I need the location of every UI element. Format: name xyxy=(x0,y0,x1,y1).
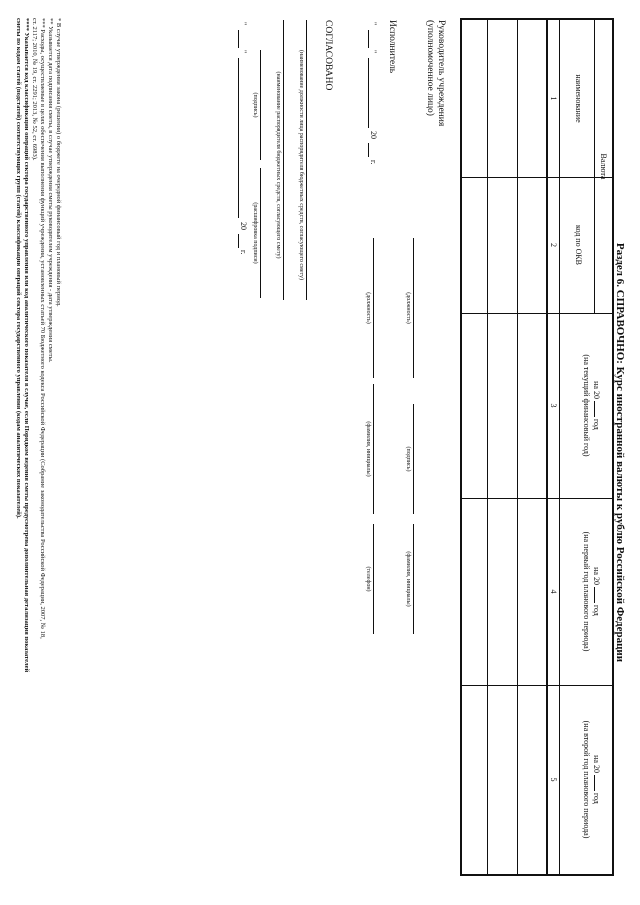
section-title: Раздел 6. СПРАВОЧНО: Курс иностранной валюты к рублю Российской Федерации xyxy=(614,242,626,663)
head-label-sub: (уполномоченное лицо) xyxy=(425,20,435,116)
period-suffix: год xyxy=(592,418,601,430)
col-current-year-header xyxy=(581,313,601,498)
date-month-line[interactable] xyxy=(368,58,369,128)
agreed-org-caption: (наименование распорядителя бюджетных средств, согласующего смету) xyxy=(275,71,281,259)
year-blank xyxy=(594,401,595,417)
footnote-4-cont: сметы по кодам статей (подстатей) соответствующих групп (статей) классификации операций сектора государственного управления (кодам аналитических показателей). xyxy=(15,18,22,519)
agreed-position-caption: (наименование должности лица распорядителя бюджетных средств, согласующего смету) xyxy=(298,49,304,280)
date-close-quote: " xyxy=(369,50,378,54)
agreed-date-year-prefix: 20 xyxy=(239,222,248,230)
agreed-date-year-line[interactable] xyxy=(238,234,239,248)
col-number-4: 4 xyxy=(549,589,558,594)
agreed-date-close-quote: " xyxy=(239,50,248,54)
col-first-plan-year-header xyxy=(581,498,601,685)
agreed-label: СОГЛАСОВАНО xyxy=(323,20,333,91)
row-divider xyxy=(594,20,595,313)
agreed-org-line[interactable] xyxy=(283,20,284,300)
footnote-4: **** Указывается код классификации операций сектора государственного управления или код аналитического показателя в случае, если Порядком ведения сметы предусмотрена дополнительная детализация показателей xyxy=(23,18,30,673)
period-prefix: на 20 xyxy=(592,381,601,399)
col-number-3: 3 xyxy=(549,403,558,408)
col-second-plan-year-header xyxy=(581,685,601,874)
agreed-date-year-suffix: г. xyxy=(239,250,248,255)
executor-position-caption: (должность) xyxy=(365,292,371,324)
executor-phone-caption: (телефон) xyxy=(365,566,371,592)
agreed-date-open-quote: " xyxy=(239,22,248,26)
col-name-header: наименование xyxy=(574,74,583,123)
footnote-3-cont: ст. 2117; 2010, № 19, ст. 2291; 2013, № 52, ст. 6983). xyxy=(31,18,38,161)
agreed-date-month-line[interactable] xyxy=(238,58,239,218)
col-number-1: 1 xyxy=(549,96,558,101)
row-divider xyxy=(559,20,560,874)
period-prefix: на 20 xyxy=(592,755,601,773)
date-day-line[interactable] xyxy=(368,30,369,48)
period-suffix: год xyxy=(592,604,601,616)
head-signature-line[interactable] xyxy=(413,404,414,514)
col4-subtitle: (на первый год планового периода) xyxy=(582,531,591,652)
footnote-1: * В случае утверждения закона (решения) о бюджете на очередной финансовый год и плановый период. xyxy=(55,18,62,307)
executor-fio-line[interactable] xyxy=(373,384,374,514)
agreed-decoding-line[interactable] xyxy=(260,168,261,298)
col5-subtitle: (на второй год планового периода) xyxy=(582,720,591,839)
head-position-caption: (должность) xyxy=(405,292,411,324)
executor-phone-line[interactable] xyxy=(373,524,374,634)
col3-subtitle: (на текущий финансовый год) xyxy=(582,354,591,457)
period-suffix: год xyxy=(592,792,601,804)
row-divider xyxy=(517,20,518,874)
currency-group-header: Валюта xyxy=(599,153,608,180)
executor-label: Исполнитель xyxy=(387,20,397,74)
col-code-header: код по ОКВ xyxy=(574,224,583,266)
agreed-position-line[interactable] xyxy=(306,20,307,300)
head-signature-caption: (подпись) xyxy=(405,446,411,472)
executor-position-line[interactable] xyxy=(373,238,374,378)
year-blank xyxy=(594,587,595,603)
col-divider xyxy=(462,177,612,178)
date-year-prefix: 20 xyxy=(369,131,378,139)
date-open-quote: " xyxy=(369,22,378,26)
agreed-signature-caption: (подпись) xyxy=(252,92,258,118)
head-position-line[interactable] xyxy=(413,238,414,378)
agreed-date-day-line[interactable] xyxy=(238,30,239,48)
agreed-decoding-caption: (расшифровка подписи) xyxy=(252,202,258,264)
year-blank xyxy=(594,775,595,791)
col-number-2: 2 xyxy=(549,243,558,247)
exchange-rate-table xyxy=(460,18,614,876)
head-decoding-line[interactable] xyxy=(413,524,414,634)
executor-fio-caption: (фамилия, инициалы) xyxy=(365,421,371,477)
footnote-3: *** Расходы, осуществляемые в целях обеспечения выполнения функций учреждения, установленных статьей 70 Бюджетного кодекса Российской Федерации (Собрание законодательства Российской Федерации, 2007, № 18, xyxy=(39,18,46,639)
row-divider xyxy=(487,20,488,874)
date-year-suffix: г. xyxy=(369,160,378,165)
date-year-line[interactable] xyxy=(368,143,369,157)
head-decoding-caption: (фамилия, инициалы) xyxy=(405,551,411,607)
col-number-5: 5 xyxy=(549,777,558,782)
agreed-signature-line[interactable] xyxy=(260,50,261,160)
head-label: Руководитель учреждения xyxy=(436,20,446,127)
footnote-2: ** Указывается дата подписания сметы, в случае утверждения сметы руководителем учреждения - дата утверждения сметы. xyxy=(47,18,54,363)
period-prefix: на 20 xyxy=(592,567,601,585)
